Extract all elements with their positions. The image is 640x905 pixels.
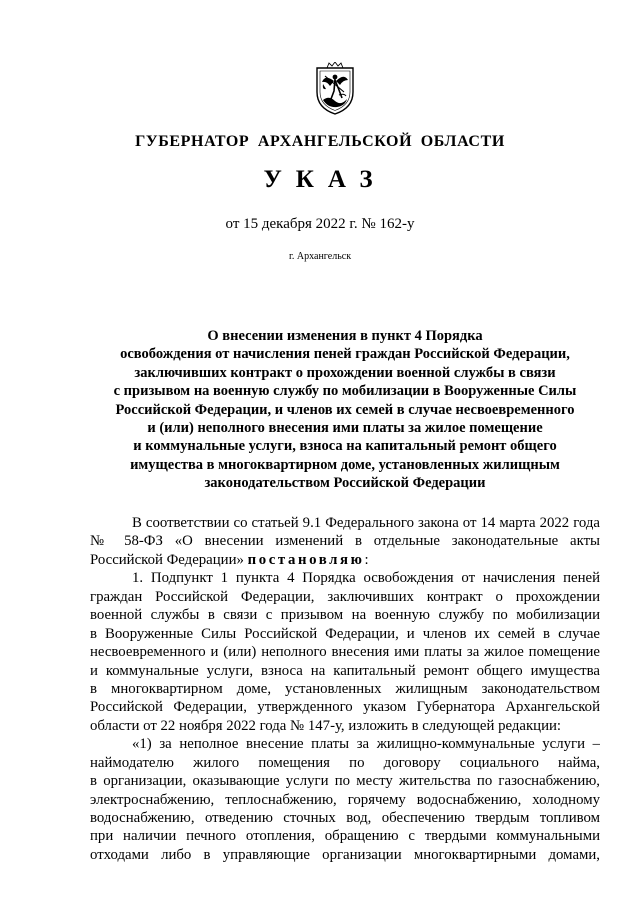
keyword-colon: : (364, 551, 369, 568)
heading-line: Российской Федерации, и членов их семей в случае несвоевременного (115, 401, 575, 418)
body-line: области от 22 ноября 2022 года № 147-у, изложить в следующей редакции: (90, 717, 562, 734)
body-line: в организации, оказывающие услуги по месту жительства по газоснабжению, (90, 773, 600, 790)
body-line: электроснабжению, теплоснабжению, горячему водоснабжению, холодному (90, 791, 600, 808)
body-line: и коммунальные услуги, взноса на капитальный ремонт общего имущества (90, 662, 600, 679)
body-line: № 58-ФЗ «О внесении изменений в отдельные законодательные акты (90, 533, 600, 550)
body-line: в многоквартирном доме, установленных жилищным законодательством (90, 680, 600, 697)
decree-keyword: постановляю (247, 551, 365, 568)
body-line: в Вооруженные Силы Российской Федерации, и членов их семей в случае (90, 625, 600, 642)
heading-line: О внесении изменения в пункт 4 Порядка (207, 328, 483, 344)
body-line: Российской Федерации, утвержденного указом Губернатора Архангельской (90, 699, 600, 716)
body-line: граждан Российской Федерации, заключивших контракт о прохождении (90, 588, 600, 605)
heading-line: и (или) неполного внесения ими платы за жилое помещение (147, 420, 543, 437)
arkhangelsk-coat-of-arms-icon (313, 62, 357, 116)
heading-line: заключивших контракт о прохождении военной службы в связи (134, 364, 556, 381)
body-line-text: Российской Федерации» (90, 551, 244, 568)
body-line: при наличии печного отопления, обращению с твердыми коммунальными (90, 828, 600, 845)
body-line: отходами либо в управляющие организации многоквартирными домами, (90, 846, 600, 863)
decree-body (90, 514, 600, 864)
decree-title: УКАЗ (263, 166, 387, 193)
decree-heading (90, 327, 600, 493)
heading-line: имущества в многоквартирном доме, установленных жилищным (130, 456, 560, 473)
body-line: несвоевременного и (или) неполного внесения ими платы за жилое помещение (90, 644, 600, 661)
heading-line: и коммунальные услуги, взноса на капитальный ремонт общего (133, 438, 557, 455)
heading-line: с призывом на военную службу по мобилизации в Вооруженные Силы (113, 383, 577, 400)
body-line: «1) за неполное внесение платы за жилищно-коммунальные услуги – (132, 736, 600, 753)
body-line: 1. Подпункт 1 пункта 4 Порядка освобождения от начисления пеней (132, 570, 600, 587)
heading-line: освобождения от начисления пеней граждан Российской Федерации, (120, 346, 570, 363)
body-line-with-keyword (90, 551, 600, 569)
city-name: г. Архангельск (288, 251, 352, 262)
decree-date: от 15 декабря 2022 г. № 162-у (225, 216, 415, 232)
body-line: наймодателю жилого помещения по договору социального найма, (90, 754, 600, 771)
body-line: военной службы в связи с призывом на военную службу по мобилизации (90, 607, 600, 624)
body-line: водоснабжению, отведению сточных вод, обеспечению твердым топливом (90, 810, 600, 826)
body-line: В соответствии со статьей 9.1 Федерального закона от 14 марта 2022 года (132, 515, 600, 531)
heading-line: законодательством Российской Федерации (204, 475, 486, 492)
governor-title: ГУБЕРНАТОР АРХАНГЕЛЬСКОЙ ОБЛАСТИ (135, 133, 505, 150)
